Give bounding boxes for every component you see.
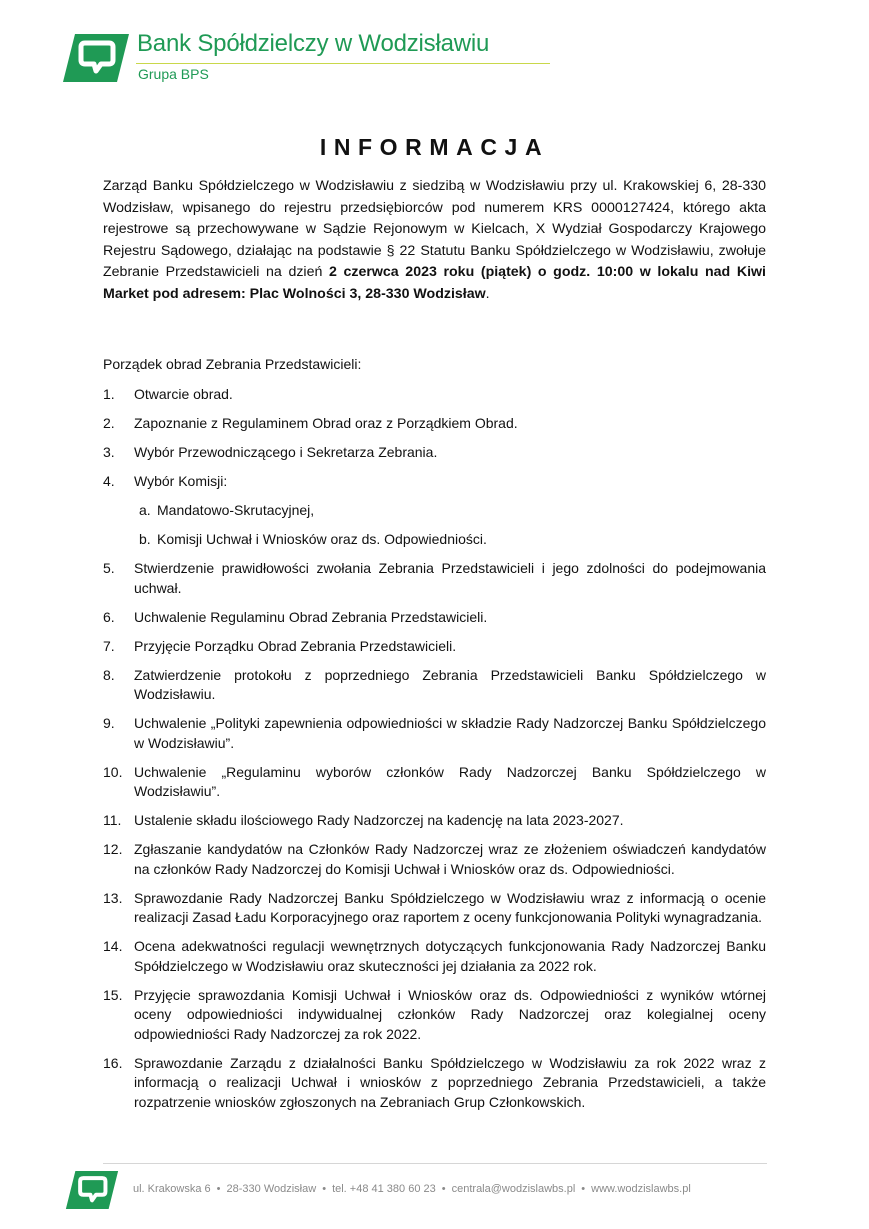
agenda-item-number: 2. (103, 415, 115, 431)
agenda-item-text: Zatwierdzenie protokołu z poprzedniego Zebrania Przedstawicieli Banku Spółdzielczego w Wodzisławiu. (134, 666, 766, 702)
agenda-sublist (134, 501, 766, 550)
footer-separator: • (216, 1183, 221, 1195)
agenda-item-text: Uchwalenie „Regulaminu wyborów członków Rady Nadzorczej Banku Spółdzielczego w Wodzisławiu”. (134, 763, 766, 799)
agenda-item-number: 7. (103, 637, 115, 654)
agenda-item (103, 637, 766, 657)
bank-logo-icon (63, 34, 129, 82)
agenda-item (103, 608, 766, 628)
agenda-item (103, 763, 766, 802)
agenda-subitem-text: Mandatowo-Skrutacyjnej, (157, 502, 315, 518)
footer-address: ul. Krakowska 6 (133, 1183, 211, 1195)
agenda-item-text: Sprawozdanie Zarządu z działalności Banku Spółdzielczego w Wodzisławiu za rok 2022 wraz z informacją o realizacji Uchwał i wniosków z poprzedniego Zebrania Przedstawicieli, a także rozpatrzenie wniosków zgłoszonych na Zebraniach Grup Członkowskich. (134, 1054, 766, 1110)
agenda-item-text: Przyjęcie sprawozdania Komisji Uchwał i Wniosków oraz ds. Odpowiedniości z wyników wtórnej oceny odpowiedniości indywidualnej członków Rady Nadzorczej oraz kolegialnej oceny odpowiedniości Rady Nadzorczej za rok 2022. (134, 986, 766, 1042)
footer-divider (103, 1163, 767, 1164)
agenda-item-text: Uchwalenie „Polityki zapewnienia odpowiedniości w składzie Rady Nadzorczej Banku Spółdzielczego w Wodzisławiu”. (134, 715, 766, 751)
bank-name: Bank Spółdzielczy w Wodzisławiu (137, 30, 490, 57)
agenda-item (103, 1054, 766, 1113)
footer-separator: • (441, 1183, 446, 1195)
header-divider (136, 63, 550, 64)
intro-paragraph (103, 176, 766, 305)
agenda-item-text: Sprawozdanie Rady Nadzorczej Banku Spółdzielczego w Wodzisławiu wraz z informacją o ocenie realizacji Zasad Ładu Korporacyjnego oraz raportem z oceny funkcjonowania Polityki wynagradzania. (134, 889, 766, 925)
footer-separator: • (581, 1183, 586, 1195)
footer-logo-icon (61, 1171, 123, 1209)
agenda-subitem-letter: a. (139, 502, 151, 518)
agenda-item-number: 12. (103, 841, 123, 857)
footer-website[interactable]: www.wodzislawbs.pl (591, 1183, 691, 1195)
document-title: INFORMACJA (319, 134, 550, 160)
footer-email[interactable]: centrala@wodzislawbs.pl (451, 1183, 576, 1195)
agenda-item-number: 3. (103, 444, 115, 460)
agenda-item (103, 937, 766, 976)
agenda-item (103, 666, 766, 705)
agenda-heading: Porządek obrad Zebrania Przedstawicieli: (103, 356, 362, 372)
footer-contact (133, 1183, 691, 1195)
agenda-item-text: Wybór Przewodniczącego i Sekretarza Zebrania. (134, 444, 438, 460)
agenda-item-text: Zgłaszanie kandydatów na Członków Rady Nadzorczej wraz ze złożeniem oświadczeń kandydatów na członków Rady Nadzorczej do Komisji Uchwał i Wniosków oraz ds. Odpowiedniości. (134, 841, 766, 877)
footer-postal: 28-330 Wodzisław (226, 1183, 317, 1195)
agenda-item-number: 15. (103, 986, 123, 1003)
agenda-item-number: 6. (103, 608, 115, 625)
agenda-item-text: Wybór Komisji: (134, 473, 228, 489)
agenda-item (103, 840, 766, 879)
agenda-item (103, 559, 766, 598)
footer-separator: • (322, 1183, 327, 1195)
agenda-item (103, 714, 766, 753)
agenda-item-number: 4. (103, 473, 115, 489)
agenda-item-number: 11. (103, 812, 122, 828)
agenda-item-number: 13. (103, 889, 123, 906)
agenda-item-number: 14. (103, 938, 123, 954)
agenda-item-text: Uchwalenie Regulaminu Obrad Zebrania Przedstawicieli. (134, 608, 488, 625)
intro-end: . (485, 285, 490, 302)
agenda-item-text: Zapoznanie z Regulaminem Obrad oraz z Porządkiem Obrad. (134, 415, 518, 431)
agenda-item-number: 16. (103, 1054, 123, 1071)
agenda-subitem (134, 530, 766, 550)
agenda-subitem-text: Komisji Uchwał i Wniosków oraz ds. Odpowiedniości. (157, 531, 487, 547)
agenda-item-text: Otwarcie obrad. (134, 386, 233, 402)
agenda-list (103, 385, 766, 1122)
agenda-item-text: Ocena adekwatności regulacji wewnętrznych dotyczących funkcjonowania Rady Nadzorczej Banku Spółdzielczego w Wodzisławiu oraz skuteczności jej działania za 2022 rok. (134, 938, 766, 974)
agenda-item (103, 385, 766, 405)
agenda-item (103, 986, 766, 1045)
intro-text: Zarząd Banku Spółdzielczego w Wodzisławiu z siedzibą w Wodzisławiu przy ul. Krakowskiej 6, 28-330 Wodzisław, wpisanego do rejestru przedsiębiorców pod numerem KRS 0000127424, którego akta rejestrowe są przechowywane w Sądzie Rejonowym w Kielcach, X Wydział Gospodarczy Krajowego Rejestru Sądowego, działając na podstawie § 22 Statutu Banku Spółdzielczego w Wodzisławiu, zwołuje Zebranie Przedstawicieli na dzień (103, 178, 766, 280)
agenda-item-number: 9. (103, 715, 115, 731)
agenda-item (103, 472, 766, 550)
agenda-subitem (134, 501, 766, 521)
agenda-item (103, 443, 766, 463)
footer-phone: tel. +48 41 380 60 23 (332, 1183, 436, 1195)
meeting-date-location: 2 czerwca 2023 roku (piątek) o godz. 10:00 w lokalu nad Kiwi Market pod adresem: Plac Wolności 3, 28-330 Wodzisław (103, 264, 766, 302)
agenda-item-number: 5. (103, 560, 115, 576)
agenda-item-text: Stwierdzenie prawidłowości zwołania Zebrania Przedstawicieli i jego zdolności do podejmowania uchwał. (134, 560, 766, 596)
agenda-item-text: Przyjęcie Porządku Obrad Zebrania Przedstawicieli. (134, 637, 457, 654)
agenda-item-number: 10. (103, 763, 123, 780)
agenda-item (103, 414, 766, 434)
agenda-item (103, 811, 766, 831)
agenda-item (103, 889, 766, 928)
bank-group-name: Grupa BPS (138, 66, 209, 82)
agenda-item-text: Ustalenie składu ilościowego Rady Nadzorczej na kadencję na lata 2023-2027. (134, 812, 624, 828)
agenda-item-number: 8. (103, 666, 115, 683)
agenda-subitem-letter: b. (139, 531, 151, 547)
agenda-item-number: 1. (103, 386, 115, 402)
